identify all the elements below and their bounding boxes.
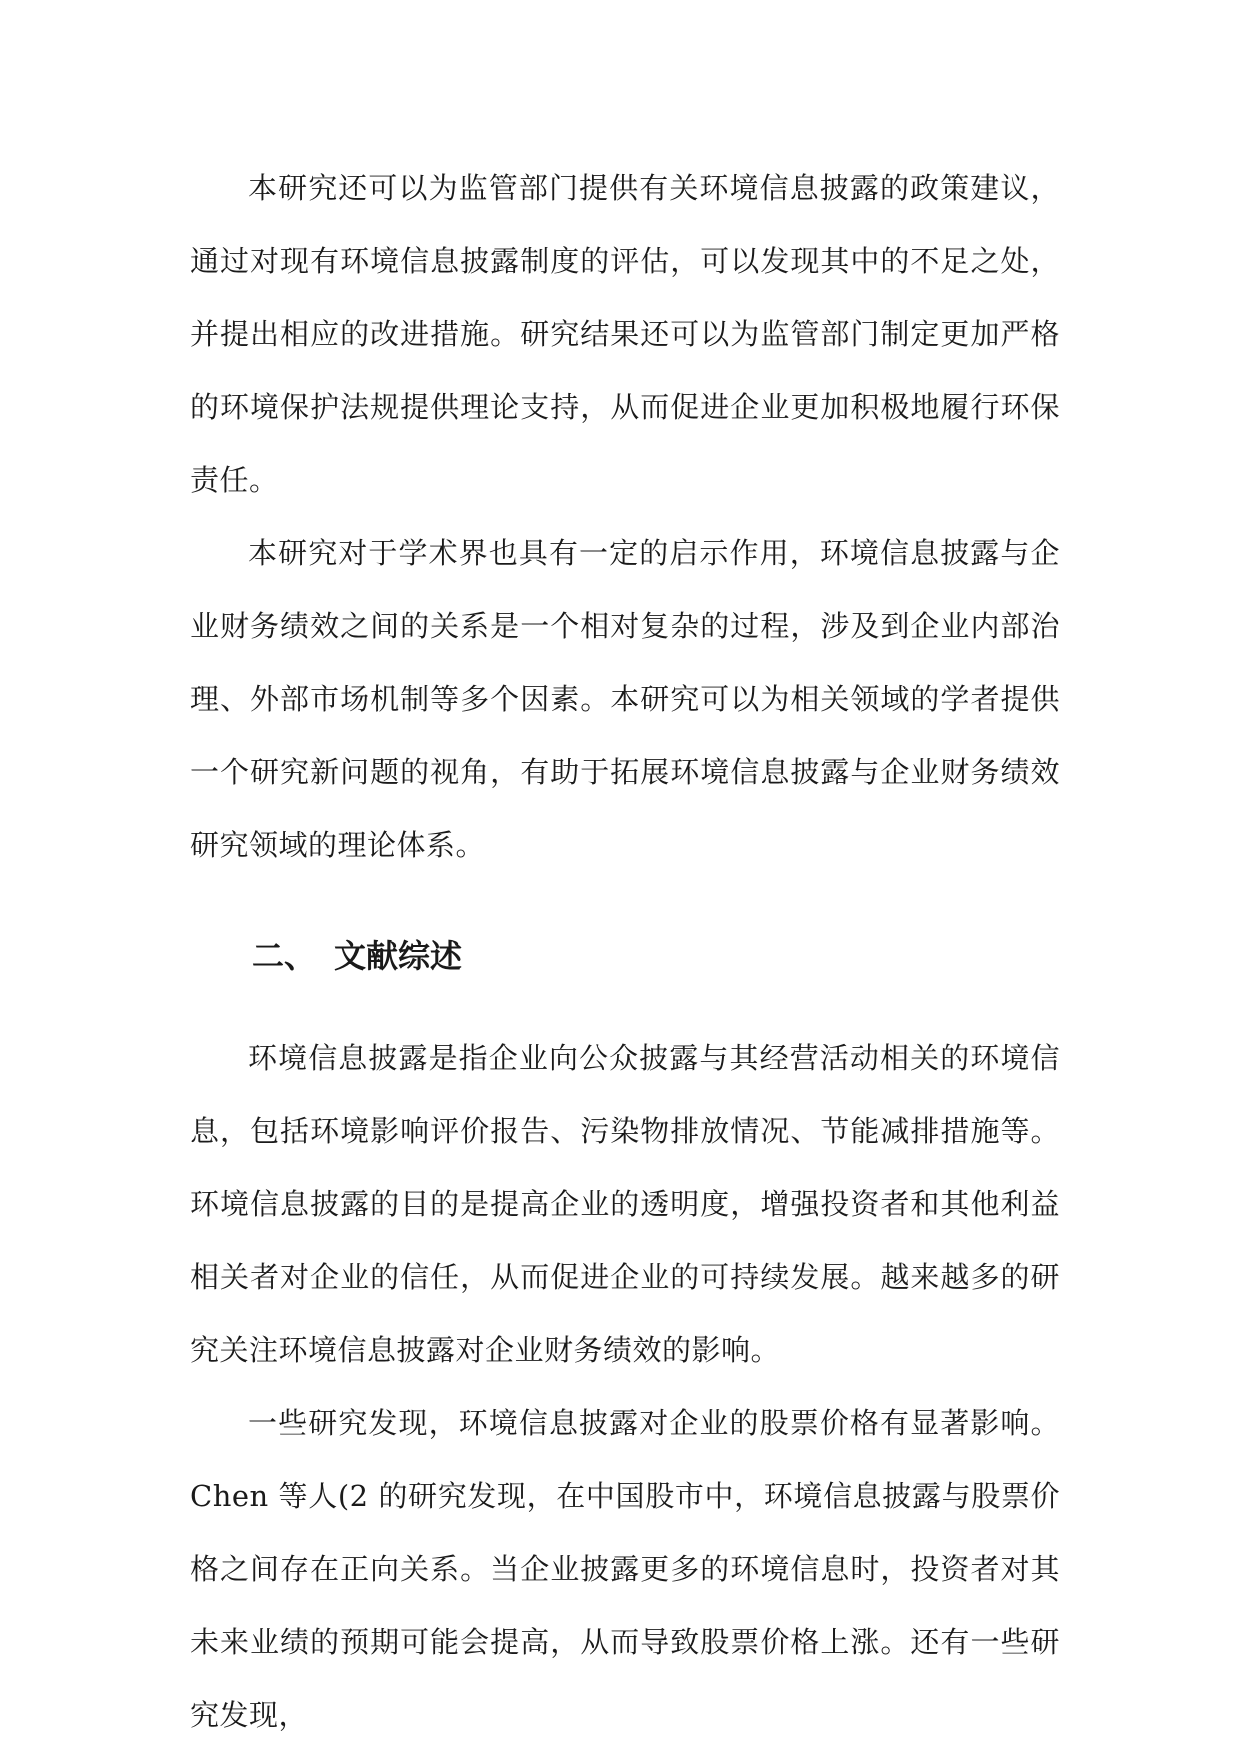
section-title: 文献综述 <box>334 937 463 975</box>
document-body <box>190 152 1060 1752</box>
paragraph-disclosure-definition: 环境信息披露是指企业向公众披露与其经营活动相关的环境信息，包括环境影响评价报告、污染物排放情况、节能减排措施等。环境信息披露的目的是提高企业的透明度，增强投资者和其他利益相关者对企业的信任，从而促进企业的可持续发展。越来越多的研究关注环境信息披露对企业财务绩效的影响。 <box>190 1041 1060 1367</box>
section-number: 二、 <box>252 937 317 975</box>
paragraph-academic-implications: 本研究对于学术界也具有一定的启示作用，环境信息披露与企业财务绩效之间的关系是一个相对复杂的过程，涉及到企业内部治理、外部市场机制等多个因素。本研究可以为相关领域的学者提供一个研究新问题的视角，有助于拓展环境信息披露与企业财务绩效研究领域的理论体系。 <box>190 536 1060 862</box>
paragraph-stock-price-research: 一些研究发现，环境信息披露对企业的股票价格有显著影响。Chen 等人(2 的研究发现，在中国股市中，环境信息披露与股票价格之间存在正向关系。当企业披露更多的环境信息时，投资者对其未来业绩的预期可能会提高，从而导致股票价格上涨。还有一些研究发现， <box>190 1406 1060 1732</box>
section-heading-literature-review <box>190 936 1060 976</box>
paragraph-policy-suggestions: 本研究还可以为监管部门提供有关环境信息披露的政策建议，通过对现有环境信息披露制度的评估，可以发现其中的不足之处，并提出相应的改进措施。研究结果还可以为监管部门制定更加严格的环境保护法规提供理论支持，从而促进企业更加积极地履行环保责任。 <box>190 171 1060 497</box>
